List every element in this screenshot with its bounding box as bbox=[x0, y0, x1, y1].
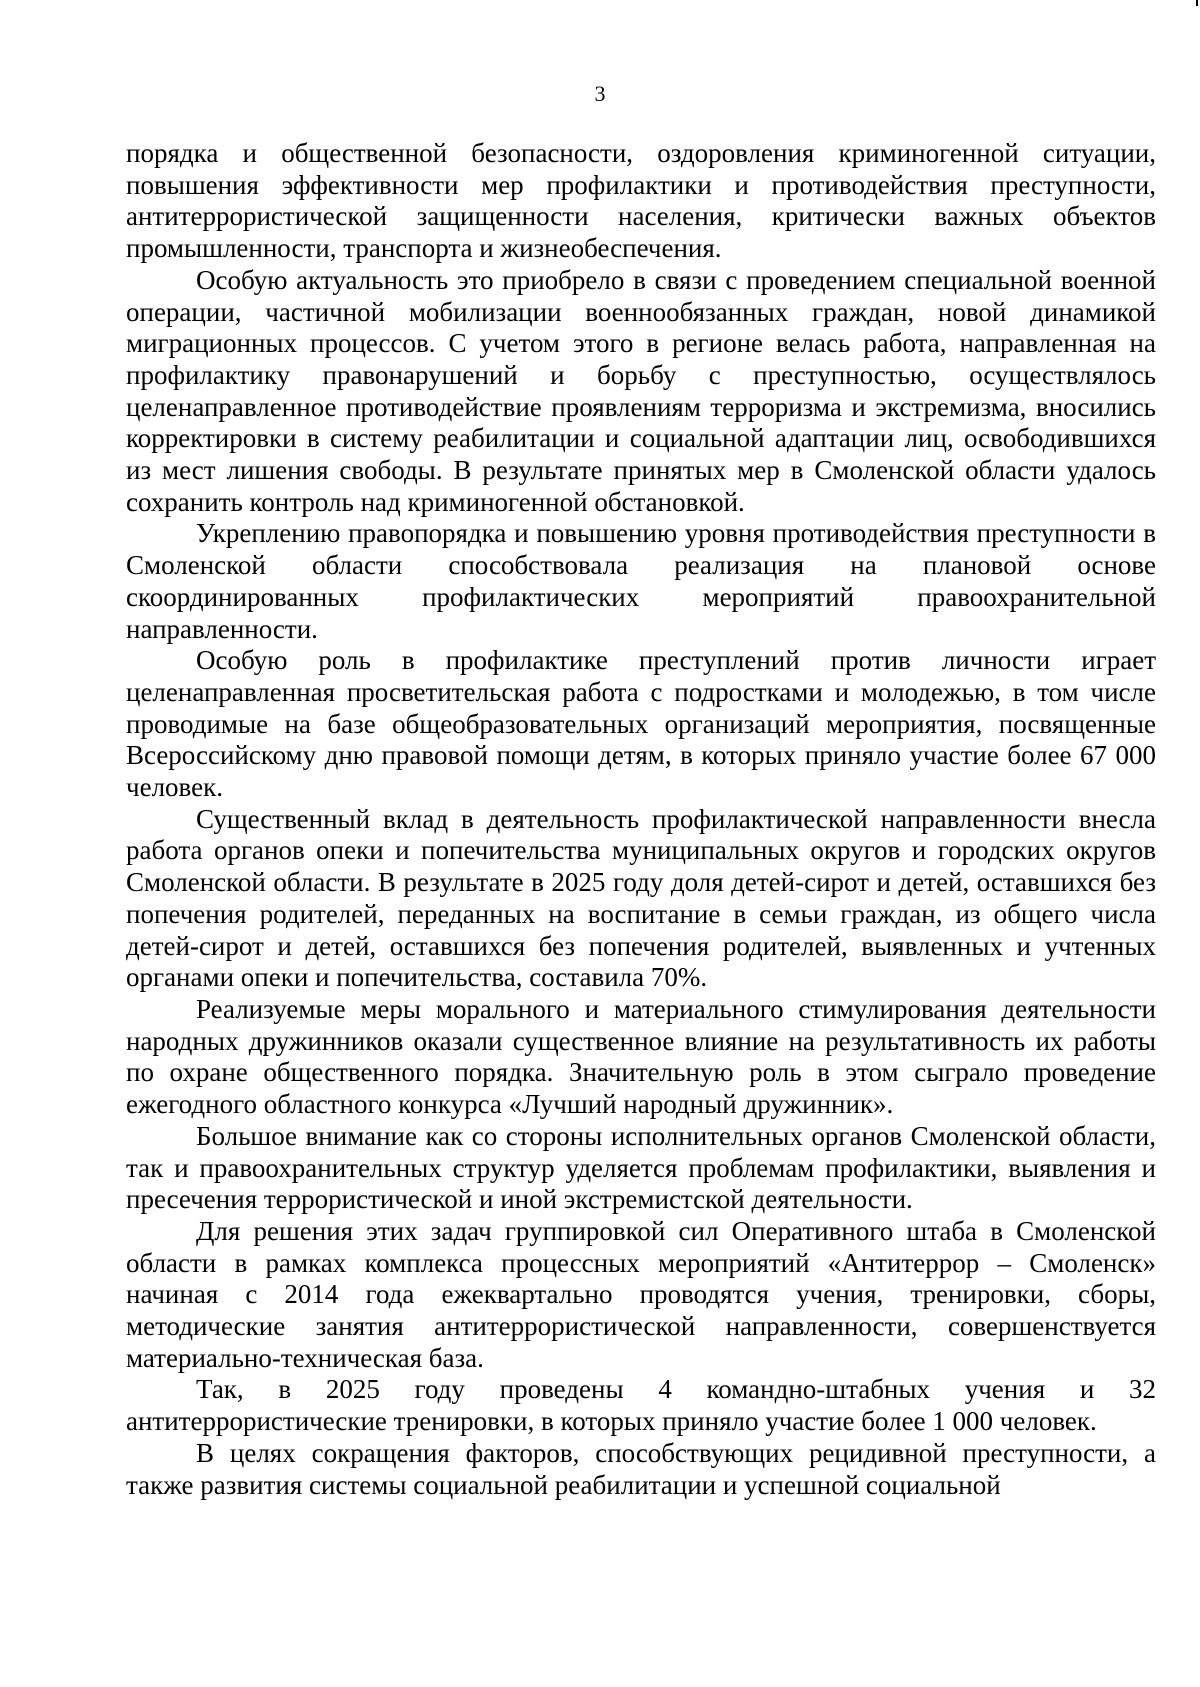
scan-corner-mark bbox=[1196, 0, 1198, 6]
paragraph: Так, в 2025 году проведены 4 командно-штабных учения и 32 антитеррористические тренировки, в которых приняло участие более 1 000 человек. bbox=[126, 1374, 1156, 1437]
paragraph: Большое внимание как со стороны исполнительных органов Смоленской области, так и правоохранительных структур уделяется проблемам профилактики, выявления и пресечения террористической и иной экстремистской деятельности. bbox=[126, 1120, 1156, 1215]
paragraph: Реализуемые меры морального и материального стимулирования деятельности народных дружинников оказали существенное влияние на результативность их работы по охране общественного порядка. Значительную роль в этом сыграло проведение ежегодного областного конкурса «Лучший народный дружинник». bbox=[126, 993, 1156, 1120]
paragraph: Особую роль в профилактике преступлений против личности играет целенаправленная просветительская работа с подростками и молодежью, в том числе проводимые на базе общеобразовательных организаций мероприятия, посвященные Всероссийскому дню правовой помощи детям, в которых приняло участие более 67 000 человек. bbox=[126, 645, 1156, 803]
paragraph-continuation: порядка и общественной безопасности, оздоровления криминогенной ситуации, повышения эффективности мер профилактики и противодействия преступности, антитеррористической защищенности населения, критически важных объектов промышленности, транспорта и жизнеобеспечения. bbox=[126, 138, 1156, 264]
paragraph: Особую актуальность это приобрело в связи с проведением специальной военной операции, частичной мобилизации военнообязанных граждан, новой динамикой миграционных процессов. С учетом этого в регионе велась работа, направленная на профилактику правонарушений и борьбу с преступностью, осуществлялось целенаправленное противодействие проявлениям терроризма и экстремизма, вносились корректировки в систему реабилитации и социальной адаптации лиц, освободившихся из мест лишения свободы. В результате принятых мер в Смоленской области удалось сохранить контроль над криминогенной обстановкой. bbox=[126, 264, 1156, 517]
document-body bbox=[126, 138, 1156, 1501]
paragraph: Существенный вклад в деятельность профилактической направленности внесла работа органов опеки и попечительства муниципальных округов и городских округов Смоленской области. В результате в 2025 году доля детей-сирот и детей, оставшихся без попечения родителей, переданных на воспитание в семьи граждан, из общего числа детей-сирот и детей, оставшихся без попечения родителей, выявленных и учтенных органами опеки и попечительства, составила 70%. bbox=[126, 803, 1156, 993]
page-number: 3 bbox=[594, 81, 606, 106]
paragraph: Укреплению правопорядка и повышению уровня противодействия преступности в Смоленской области способствовала реализация на плановой основе скоординированных профилактических мероприятий правоохранительной направленности. bbox=[126, 518, 1156, 644]
paragraph: Для решения этих задач группировкой сил Оперативного штаба в Смоленской области в рамках комплекса процессных мероприятий «Антитеррор – Смоленск» начиная с 2014 года ежеквартально проводятся учения, тренировки, сборы, методические занятия антитеррористической направленности, совершенствуется материально-техническая база. bbox=[126, 1215, 1156, 1373]
paragraph: В целях сокращения факторов, способствующих рецидивной преступности, а также развития системы социальной реабилитации и успешной социальной bbox=[126, 1437, 1156, 1500]
